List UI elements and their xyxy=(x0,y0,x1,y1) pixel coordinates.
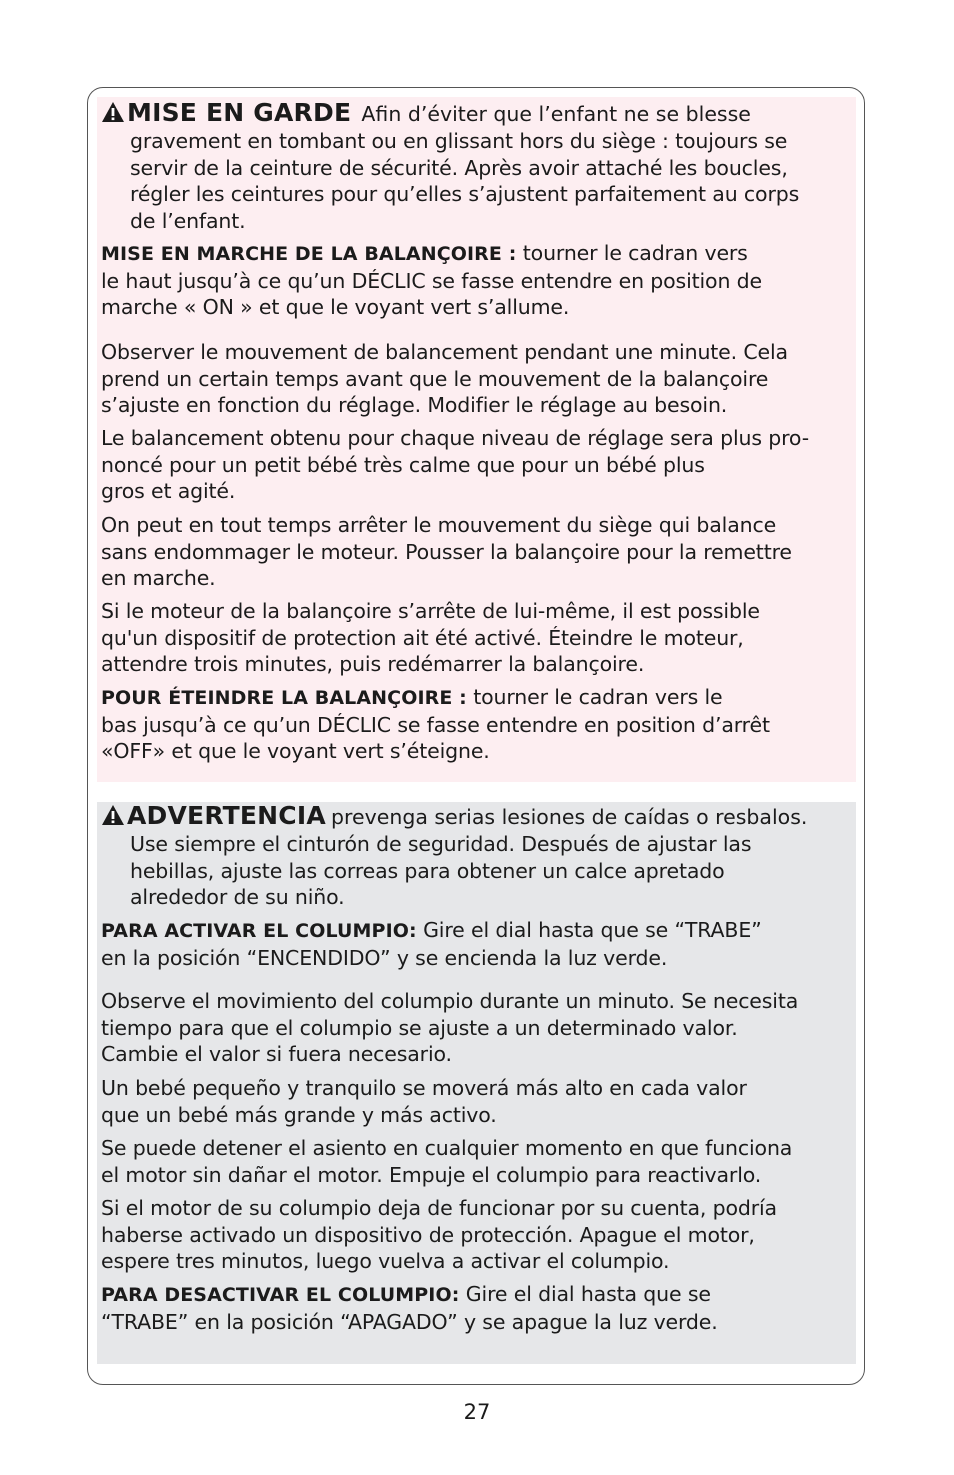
text-line: sans endommager le moteur. Pousser la balançoire pour la remettre xyxy=(101,539,792,564)
text-line: Si el motor de su columpio deja de funcionar por su cuenta, podría xyxy=(101,1196,777,1220)
spanish-start-section xyxy=(101,917,861,971)
text-line: attendre trois minutes, puis redémarrer la balançoire. xyxy=(101,652,645,676)
text-line: que un bebé más grande y más activo. xyxy=(101,1102,497,1127)
text-line: Le balancement obtenu pour chaque niveau de réglage sera plus pro- xyxy=(101,426,809,450)
spanish-warning-first-line: prevenga serias lesiones de caídas o resbalos. xyxy=(331,805,808,829)
text-line: régler les ceintures pour qu’elles s’ajustent parfaitement au corps xyxy=(130,182,800,206)
text-line: «OFF» et que le voyant vert s’éteigne. xyxy=(101,739,490,763)
french-paragraph-3 xyxy=(101,512,861,592)
spanish-warning-header xyxy=(101,801,861,830)
spanish-start-heading: PARA ACTIVAR EL COLUMPIO: xyxy=(101,920,417,942)
text-line: s’ajuste en fonction du réglage. Modifier le réglage au besoin. xyxy=(101,393,728,417)
warning-triangle-icon xyxy=(101,101,125,123)
page-number: 27 xyxy=(463,1400,491,1424)
text-line: Gire el dial hasta que se xyxy=(465,1282,711,1306)
text-line: Observe el movimiento del columpio durante un minuto. Se necesita xyxy=(101,989,799,1013)
text-line: hebillas, ajuste las correas para obtener un calce apretado xyxy=(130,858,725,883)
text-line: alrededor de su niño. xyxy=(130,885,345,909)
spanish-paragraph-4 xyxy=(101,1195,861,1275)
text-line: Use siempre el cinturón de seguridad. Después de ajustar las xyxy=(130,832,752,856)
text-line: tourner le cadran vers xyxy=(522,241,748,265)
text-line: tiempo para que el columpio se ajuste a un determinado valor. xyxy=(101,1015,738,1040)
french-stop-heading: POUR ÉTEINDRE LA BALANÇOIRE : xyxy=(101,687,467,709)
french-start-section xyxy=(101,240,861,321)
text-line: qu'un dispositif de protection ait été activé. Éteindre le moteur, xyxy=(101,625,744,650)
spanish-warning-title: ADVERTENCIA xyxy=(127,801,326,830)
text-line: Si le moteur de la balançoire s’arrête de lui-même, il est possible xyxy=(101,599,760,623)
text-line: Observer le mouvement de balancement pendant une minute. Cela xyxy=(101,340,788,364)
text-line: noncé pour un petit bébé très calme que pour un bébé plus xyxy=(101,452,705,477)
french-start-heading: MISE EN MARCHE DE LA BALANÇOIRE : xyxy=(101,243,517,265)
french-paragraph-4 xyxy=(101,598,861,678)
text-line: servir de la ceinture de sécurité. Après avoir attaché les boucles, xyxy=(130,155,788,180)
french-warning-body xyxy=(130,128,850,234)
spanish-paragraph-1 xyxy=(101,988,861,1068)
text-line: en marche. xyxy=(101,566,216,590)
warning-triangle-icon xyxy=(101,804,125,826)
spanish-paragraph-3 xyxy=(101,1135,861,1188)
text-line: Gire el dial hasta que se “TRABE” xyxy=(423,918,762,942)
spanish-stop-section xyxy=(101,1281,861,1335)
text-line: gros et agité. xyxy=(101,479,236,503)
text-line: marche « ON » et que le voyant vert s’allume. xyxy=(101,295,570,319)
text-line: haberse activado un dispositivo de protección. Apague el motor, xyxy=(101,1222,755,1247)
french-paragraph-2 xyxy=(101,425,861,505)
text-line: Se puede detener el asiento en cualquier momento en que funciona xyxy=(101,1136,793,1160)
text-line: bas jusqu’à ce qu’un DÉCLIC se fasse entendre en position d’arrêt xyxy=(101,712,770,737)
french-warning-title: MISE EN GARDE xyxy=(127,98,352,127)
text-line: espere tres minutos, luego vuelva a activar el columpio. xyxy=(101,1249,670,1273)
text-line: Un bebé pequeño y tranquilo se moverá más alto en cada valor xyxy=(101,1076,747,1100)
spanish-stop-heading: PARA DESACTIVAR EL COLUMPIO: xyxy=(101,1284,460,1306)
text-line: en la posición “ENCENDIDO” y se encienda la luz verde. xyxy=(101,945,668,970)
text-line: de l’enfant. xyxy=(130,208,246,233)
text-line: “TRABE” en la posición “APAGADO” y se apague la luz verde. xyxy=(101,1309,718,1334)
french-stop-section xyxy=(101,684,861,765)
spanish-warning-body xyxy=(130,831,850,911)
text-line: On peut en tout temps arrêter le mouvement du siège qui balance xyxy=(101,513,777,537)
text-line: tourner le cadran vers le xyxy=(473,685,723,709)
french-warning-first-line: Afin d’éviter que l’enfant ne se blesse xyxy=(361,102,751,126)
spanish-paragraph-2 xyxy=(101,1075,861,1128)
text-line: le haut jusqu’à ce qu’un DÉCLIC se fasse entendre en position de xyxy=(101,268,762,293)
text-line: prend un certain temps avant que le mouvement de la balançoire xyxy=(101,366,769,391)
french-warning-header xyxy=(101,98,861,127)
text-line: gravement en tombant ou en glissant hors du siège : toujours se xyxy=(130,129,788,153)
french-paragraph-1 xyxy=(101,339,861,419)
text-line: el motor sin dañar el motor. Empuje el columpio para reactivarlo. xyxy=(101,1162,762,1187)
text-line: Cambie el valor si fuera necesario. xyxy=(101,1042,452,1066)
